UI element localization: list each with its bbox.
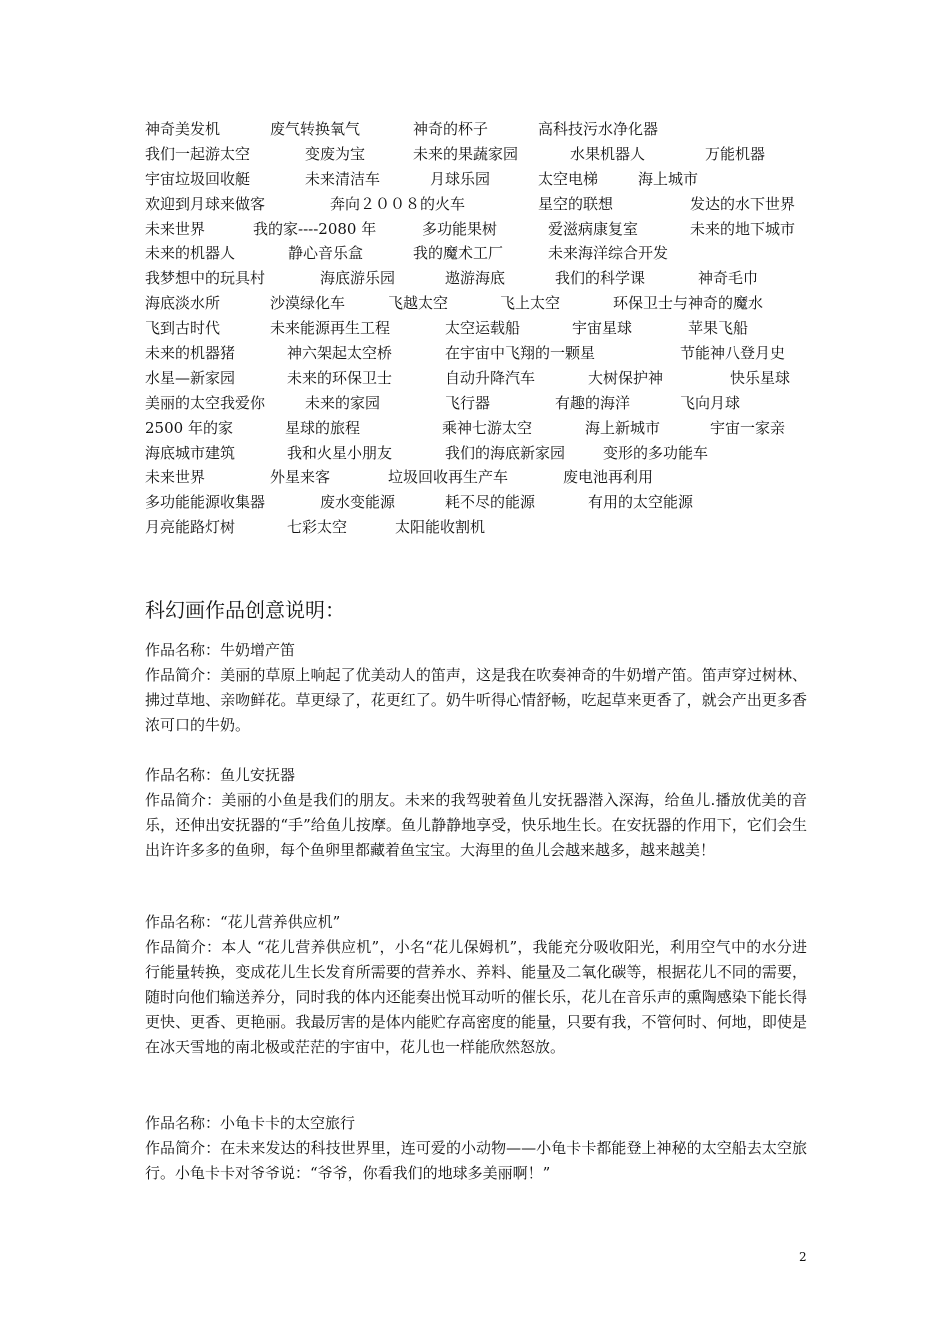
artwork-title: 美丽的太空我爱你 (145, 393, 266, 412)
artwork-title: 海底城市建筑 (145, 443, 236, 462)
artwork-entry (145, 1111, 807, 1186)
title-row (145, 416, 825, 441)
artwork-name: 作品名称：牛奶增产笛 (145, 641, 296, 659)
artwork-title: 太空电梯 (538, 169, 599, 188)
artwork-title: 海底游乐园 (320, 269, 396, 288)
artwork-name: 作品名称：鱼儿安抚器 (145, 766, 296, 784)
title-row (145, 490, 825, 515)
title-row (145, 291, 825, 316)
artwork-title: 未来的地下城市 (690, 219, 796, 238)
title-row (145, 515, 825, 540)
title-row (145, 316, 825, 341)
artwork-title: 宇宙星球 (572, 319, 633, 338)
artwork-title: 未来的环保卫士 (287, 368, 393, 387)
artwork-title: 海上新城市 (585, 418, 661, 437)
artwork-title: 七彩太空 (287, 518, 348, 537)
title-row (145, 142, 825, 167)
title-row (145, 192, 825, 217)
artwork-title: 大树保护神 (588, 368, 664, 387)
artwork-intro: 作品简介：美丽的小鱼是我们的朋友。未来的我驾驶着鱼儿安抚器潜入深海，给鱼儿.播放优美的音乐，还伸出安抚器的“手”给鱼儿按摩。鱼儿静静地享受，快乐地生长。在安抚器的作用下，它们会生出许许多多的鱼卵，每个鱼卵里都藏着鱼宝宝。大海里的鱼儿会越来越多，越来越美！ (145, 791, 807, 859)
artwork-title: 我们的海底新家园 (445, 443, 566, 462)
artwork-intro: 作品简介：在未来发达的科技世界里，连可爱的小动物——小龟卡卡都能登上神秘的太空船去太空旅行。小龟卡卡对爷爷说：“爷爷，你看我们的地球多美丽啊！” (145, 1139, 807, 1182)
artwork-title: 神奇毛巾 (698, 269, 759, 288)
artwork-title: 遨游海底 (445, 269, 506, 288)
artwork-title: 万能机器 (705, 144, 766, 163)
artwork-title: 飞到古时代 (145, 319, 221, 338)
artwork-title: 多功能果树 (422, 219, 498, 238)
section-heading: 科幻画作品创意说明： (145, 598, 345, 622)
artwork-entry (145, 763, 807, 863)
artwork-title: 2500 年的家 (145, 418, 233, 437)
artwork-intro: 作品简介：美丽的草原上响起了优美动人的笛声，这是我在吹奏神奇的牛奶增产笛。笛声穿过树林、拂过草地、亲吻鲜花。草更绿了，花更红了。奶牛听得心情舒畅，吃起草来更香了，就会产出更多香浓可口的牛奶。 (145, 666, 807, 734)
artwork-title: 废电池再利用 (563, 468, 654, 487)
artwork-title: 有用的太空能源 (588, 493, 694, 512)
artwork-title: 奔向２００８的火车 (330, 194, 466, 213)
artwork-title: 星球的旅程 (285, 418, 361, 437)
artwork-title: 未来的家园 (305, 393, 381, 412)
artwork-title: 苹果飞船 (688, 319, 749, 338)
artwork-title: 我们一起游太空 (145, 144, 251, 163)
artwork-title-list (145, 117, 825, 540)
artwork-title: 高科技污水净化器 (538, 120, 659, 138)
artwork-title: 水果机器人 (570, 144, 646, 163)
artwork-title: 在宇宙中飞翔的一颗星 (445, 344, 596, 363)
artwork-title: 未来的机器猪 (145, 344, 236, 363)
artwork-title: 飞行器 (445, 393, 491, 412)
artwork-title: 未来世界 (145, 468, 206, 487)
artwork-title: 沙漠绿化车 (270, 294, 346, 313)
artwork-title: 未来清洁车 (305, 169, 381, 188)
artwork-title: 飞越太空 (388, 294, 449, 313)
artwork-title: 太阳能收割机 (395, 518, 486, 537)
title-row (145, 117, 825, 142)
title-row (145, 341, 825, 366)
artwork-title: 快乐星球 (730, 368, 791, 387)
artwork-title: 外星来客 (270, 468, 331, 487)
artwork-name: 作品名称：小龟卡卡的太空旅行 (145, 1114, 356, 1132)
artwork-title: 神六架起太空桥 (287, 344, 393, 363)
artwork-title: 我梦想中的玩具村 (145, 269, 266, 288)
artwork-title: 发达的水下世界 (690, 194, 796, 213)
artwork-title: 变形的多功能车 (603, 443, 709, 462)
artwork-title: 未来世界 (145, 219, 206, 238)
artwork-title: 未来的果蔬家园 (413, 144, 519, 163)
title-row (145, 465, 825, 490)
artwork-title: 未来海洋综合开发 (548, 244, 669, 263)
title-row (145, 167, 825, 192)
artwork-title: 未来的机器人 (145, 244, 236, 263)
artwork-title: 有趣的海洋 (555, 393, 631, 412)
artwork-title: 我的家----2080 年 (253, 219, 377, 238)
artwork-title: 水星—新家园 (145, 368, 236, 387)
artwork-title: 自动升降汽车 (445, 368, 536, 387)
artwork-title: 耗不尽的能源 (445, 493, 536, 512)
artwork-title: 废气转换氧气 (270, 120, 361, 138)
artwork-title: 多功能能源收集器 (145, 493, 266, 512)
artwork-title: 节能神八登月史 (680, 344, 786, 363)
artwork-entry (145, 910, 807, 1060)
artwork-title: 垃圾回收再生产车 (388, 468, 509, 487)
artwork-title: 海上城市 (638, 169, 699, 188)
artwork-entry (145, 638, 807, 738)
artwork-title: 乘神七游太空 (442, 418, 533, 437)
artwork-title: 我的魔术工厂 (413, 244, 504, 263)
title-row (145, 217, 825, 242)
artwork-intro: 作品简介：本人 “花儿营养供应机”，小名“花儿保姆机”，我能充分吸收阳光，利用空气中的水分进行能量转换，变成花儿生长发育所需要的营养水、养料、能量及二氧化碳等，根据花儿不同的需要，随时向他们输送养分，同时我的体内还能奏出悦耳动听的催长乐，花儿在音乐声的熏陶感染下能长得更快、更香、更艳丽。我最厉害的是体内能贮存高密度的能量，只要有我，不管何时、何地，即使是在冰天雪地的南北极或茫茫的宇宙中，花儿也一样能欣然怒放。 (145, 938, 807, 1056)
artwork-title: 宇宙一家亲 (710, 418, 786, 437)
artwork-title: 星空的联想 (538, 194, 614, 213)
artwork-title: 飞向月球 (680, 393, 741, 412)
artwork-title: 变废为宝 (305, 144, 366, 163)
artwork-title: 神奇的杯子 (413, 120, 489, 138)
title-row (145, 366, 825, 391)
artwork-title: 环保卫士与神奇的魔水 (613, 294, 764, 313)
title-row (145, 441, 825, 466)
artwork-title: 海底淡水所 (145, 294, 221, 313)
title-row (145, 266, 825, 291)
artwork-title: 废水变能源 (320, 493, 396, 512)
page-number: 2 (799, 1250, 807, 1264)
artwork-title: 我和火星小朋友 (287, 443, 393, 462)
artwork-title: 飞上太空 (500, 294, 561, 313)
artwork-title: 静心音乐盒 (288, 244, 364, 263)
artwork-title: 月亮能路灯树 (145, 518, 236, 537)
artwork-name: 作品名称：“花儿营养供应机” (145, 913, 341, 931)
artwork-title: 太空运载船 (445, 319, 521, 338)
artwork-title: 我们的科学课 (555, 269, 646, 288)
artwork-title: 神奇美发机 (145, 120, 221, 138)
artwork-title: 未来能源再生工程 (270, 319, 391, 338)
artwork-title: 宇宙垃圾回收艇 (145, 169, 251, 188)
artwork-title: 爱滋病康复室 (548, 219, 639, 238)
title-row (145, 391, 825, 416)
artwork-title: 月球乐园 (430, 169, 491, 188)
title-row (145, 241, 825, 266)
artwork-title: 欢迎到月球来做客 (145, 194, 266, 213)
